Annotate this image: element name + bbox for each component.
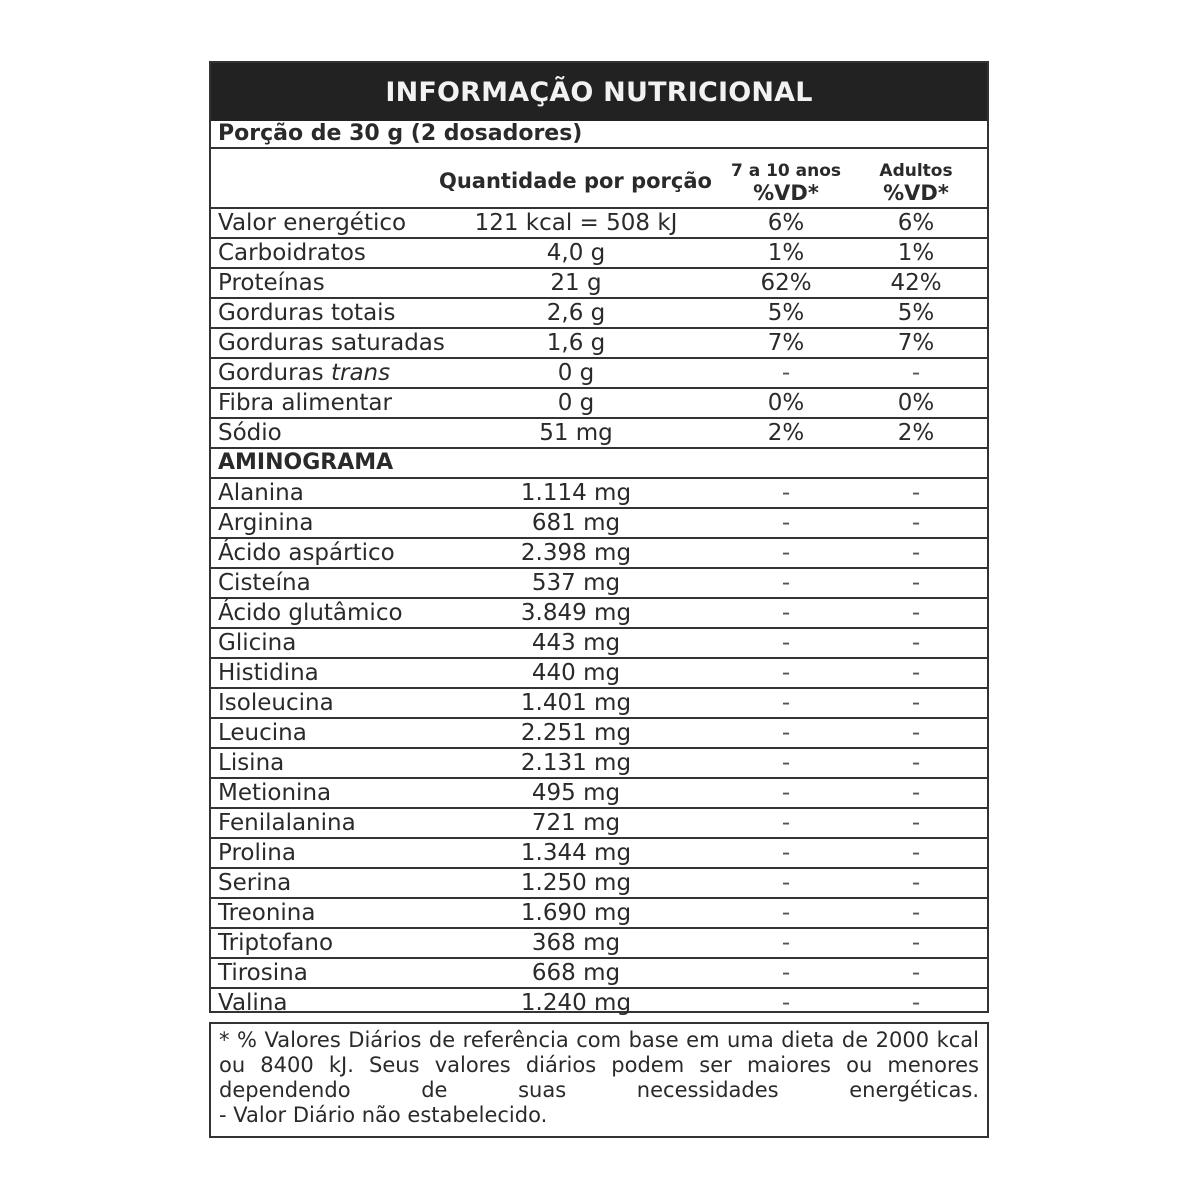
kids-vd-header-label: %VD*: [753, 181, 819, 205]
table-row: [211, 779, 987, 809]
nutrient-amount: 4,0 g: [546, 240, 606, 266]
nutrient-vd-adults: 7%: [897, 330, 935, 356]
amino-acid-vd-adults: -: [911, 930, 921, 956]
nutrient-name-prefix: Gorduras: [218, 360, 324, 386]
nutrient-name: Valor energético: [218, 210, 407, 236]
nutrient-name: Gorduras totais: [218, 300, 396, 326]
amino-acid-vd-adults: -: [911, 480, 921, 506]
amino-acid-amount: 668 mg: [531, 960, 621, 986]
amino-acid-vd-adults: -: [911, 840, 921, 866]
nutrient-vd-kids: 6%: [767, 210, 805, 236]
nutrient-amount: 0 g: [557, 360, 595, 386]
amino-acid-vd-adults: -: [911, 660, 921, 686]
table-row: [211, 869, 987, 899]
amino-acid-vd-kids: -: [781, 990, 791, 1016]
amino-acid-vd-kids: -: [781, 570, 791, 596]
amino-acid-vd-kids: -: [781, 840, 791, 866]
table-row: [211, 659, 987, 689]
amino-acid-vd-kids: -: [781, 750, 791, 776]
table-row: [211, 839, 987, 869]
amino-acid-vd-kids: -: [781, 630, 791, 656]
amino-acid-name: Isoleucina: [218, 690, 334, 716]
footnote: [209, 1022, 989, 1138]
amino-acid-vd-adults: -: [911, 900, 921, 926]
aminogram-title: AMINOGRAMA: [211, 449, 987, 479]
amino-acid-amount: 681 mg: [531, 510, 621, 536]
amino-acid-vd-adults: -: [911, 540, 921, 566]
amino-acid-vd-adults: -: [911, 690, 921, 716]
nutrient-vd-kids: 0%: [767, 390, 805, 416]
adults-vd-header: [851, 161, 981, 205]
nutrient-vd-adults: -: [911, 360, 921, 386]
nutrient-name: Gorduras saturadas: [218, 330, 445, 356]
amino-acid-name: Histidina: [218, 660, 319, 686]
nutrient-amount: 2,6 g: [546, 300, 606, 326]
table-row: [211, 749, 987, 779]
nutrient-amount: 21 g: [550, 270, 602, 296]
amino-acid-vd-kids: -: [781, 540, 791, 566]
amino-acid-vd-kids: -: [781, 720, 791, 746]
nutrient-vd-kids: 1%: [767, 240, 805, 266]
table-row: [211, 809, 987, 839]
footnote-vd-not-established: - Valor Diário não estabelecido.: [219, 1103, 548, 1127]
table-row: [211, 239, 987, 269]
table-row: [211, 629, 987, 659]
table-row: [211, 989, 987, 1017]
nutrient-vd-kids: -: [781, 360, 791, 386]
amino-acid-name: Tirosina: [218, 960, 308, 986]
nutrient-vd-adults: 0%: [897, 390, 935, 416]
amino-acid-vd-kids: -: [781, 510, 791, 536]
amino-acid-vd-adults: -: [911, 600, 921, 626]
table-row: [211, 479, 987, 509]
amino-acid-amount: 1.250 mg: [520, 870, 632, 896]
amino-acid-vd-adults: -: [911, 810, 921, 836]
nutrient-name: Carboidratos: [218, 240, 366, 266]
amino-acid-name: Valina: [218, 990, 288, 1016]
nutrient-vd-kids: 5%: [767, 300, 805, 326]
column-headers: [211, 149, 987, 209]
amino-acid-name: Prolina: [218, 840, 296, 866]
amino-acid-vd-kids: -: [781, 960, 791, 986]
nutrient-amount: 0 g: [557, 390, 595, 416]
table-row: [211, 929, 987, 959]
nutrient-vd-adults: 42%: [890, 270, 942, 296]
amino-acid-vd-kids: -: [781, 810, 791, 836]
amino-acid-amount: 721 mg: [531, 810, 621, 836]
nutrient-vd-kids: 2%: [767, 420, 805, 446]
amino-acid-name: Treonina: [218, 900, 316, 926]
nutrient-vd-adults: 6%: [897, 210, 935, 236]
amino-acid-vd-adults: -: [911, 960, 921, 986]
nutrient-vd-adults: 1%: [897, 240, 935, 266]
table-row: [211, 509, 987, 539]
amino-acid-name: Lisina: [218, 750, 285, 776]
nutrient-vd-kids: 62%: [760, 270, 812, 296]
aminogram-rows: [211, 479, 987, 1017]
table-row: [211, 719, 987, 749]
amino-acid-name: Alanina: [218, 480, 304, 506]
nutrient-rows: [211, 209, 987, 449]
nutrient-name: Proteínas: [218, 270, 325, 296]
amino-acid-amount: 1.401 mg: [520, 690, 632, 716]
nutrient-vd-adults: 2%: [897, 420, 935, 446]
amino-acid-amount: 2.251 mg: [520, 720, 632, 746]
table-title: INFORMAÇÃO NUTRICIONAL: [211, 63, 987, 121]
amino-acid-vd-adults: -: [911, 570, 921, 596]
amino-acid-vd-kids: -: [781, 900, 791, 926]
amino-acid-amount: 1.344 mg: [520, 840, 632, 866]
amino-acid-name: Arginina: [218, 510, 314, 536]
amino-acid-name: Cisteína: [218, 570, 311, 596]
nutrient-name-italic: trans: [330, 360, 391, 386]
kids-vd-header-age: 7 a 10 anos: [730, 161, 842, 181]
amino-acid-vd-adults: -: [911, 510, 921, 536]
table-row: [211, 689, 987, 719]
table-row: [211, 419, 987, 449]
amino-acid-vd-kids: -: [781, 930, 791, 956]
table-row: [211, 209, 987, 239]
amino-acid-name: Serina: [218, 870, 292, 896]
amino-acid-vd-kids: -: [781, 660, 791, 686]
amino-acid-name: Fenilalanina: [218, 810, 356, 836]
nutrient-amount: 1,6 g: [546, 330, 606, 356]
amino-acid-name: Glicina: [218, 630, 297, 656]
amino-acid-amount: 537 mg: [531, 570, 621, 596]
table-row: [211, 359, 987, 389]
nutrient-vd-kids: 7%: [767, 330, 805, 356]
table-row: [211, 389, 987, 419]
amino-acid-amount: 440 mg: [531, 660, 621, 686]
table-row: [211, 959, 987, 989]
amino-acid-name: Leucina: [218, 720, 307, 746]
amino-acid-vd-kids: -: [781, 600, 791, 626]
amino-acid-amount: 495 mg: [531, 780, 621, 806]
amino-acid-amount: 1.114 mg: [520, 480, 632, 506]
amino-acid-vd-adults: -: [911, 630, 921, 656]
amino-acid-amount: 443 mg: [531, 630, 621, 656]
kids-vd-header: [721, 161, 851, 205]
amino-acid-vd-adults: -: [911, 750, 921, 776]
amino-acid-name: Ácido glutâmico: [218, 600, 403, 626]
amino-acid-amount: 1.240 mg: [520, 990, 632, 1016]
portion-size: Porção de 30 g (2 dosadores): [211, 121, 987, 149]
adults-vd-header-age: Adultos: [879, 161, 953, 181]
footnote-vd-reference: * % Valores Diários de referência com base em uma dieta de 2000 kcal ou 8400 kJ. Seus valores diários podem ser maiores ou menores dependendo de suas necessidades energéticas.: [219, 1028, 979, 1102]
table-row: [211, 569, 987, 599]
nutrition-facts-table: [209, 61, 989, 1016]
table-row: [211, 329, 987, 359]
nutrient-name: Sódio: [218, 420, 282, 446]
nutrient-name: [218, 359, 390, 387]
amino-acid-vd-adults: -: [911, 720, 921, 746]
adults-vd-header-label: %VD*: [883, 181, 949, 205]
quantity-header: Quantidade por porção: [439, 169, 712, 193]
table-row: [211, 899, 987, 929]
amino-acid-name: Metionina: [218, 780, 332, 806]
amino-acid-vd-kids: -: [781, 690, 791, 716]
amino-acid-vd-kids: -: [781, 780, 791, 806]
nutrient-name: Fibra alimentar: [218, 390, 392, 416]
amino-acid-amount: 2.131 mg: [520, 750, 632, 776]
table-row: [211, 599, 987, 629]
amino-acid-vd-adults: -: [911, 990, 921, 1016]
amino-acid-amount: 2.398 mg: [520, 540, 632, 566]
amino-acid-amount: 1.690 mg: [520, 900, 632, 926]
amino-acid-amount: 368 mg: [531, 930, 621, 956]
table-row: [211, 299, 987, 329]
amino-acid-vd-adults: -: [911, 870, 921, 896]
amino-acid-amount: 3.849 mg: [520, 600, 632, 626]
amino-acid-name: Ácido aspártico: [218, 540, 395, 566]
nutrient-amount: 51 mg: [539, 420, 613, 446]
table-row: [211, 269, 987, 299]
table-row: [211, 539, 987, 569]
amino-acid-vd-kids: -: [781, 480, 791, 506]
nutrient-amount: 121 kcal = 508 kJ: [474, 210, 678, 236]
nutrient-vd-adults: 5%: [897, 300, 935, 326]
amino-acid-vd-kids: -: [781, 870, 791, 896]
amino-acid-name: Triptofano: [218, 930, 334, 956]
amino-acid-vd-adults: -: [911, 780, 921, 806]
